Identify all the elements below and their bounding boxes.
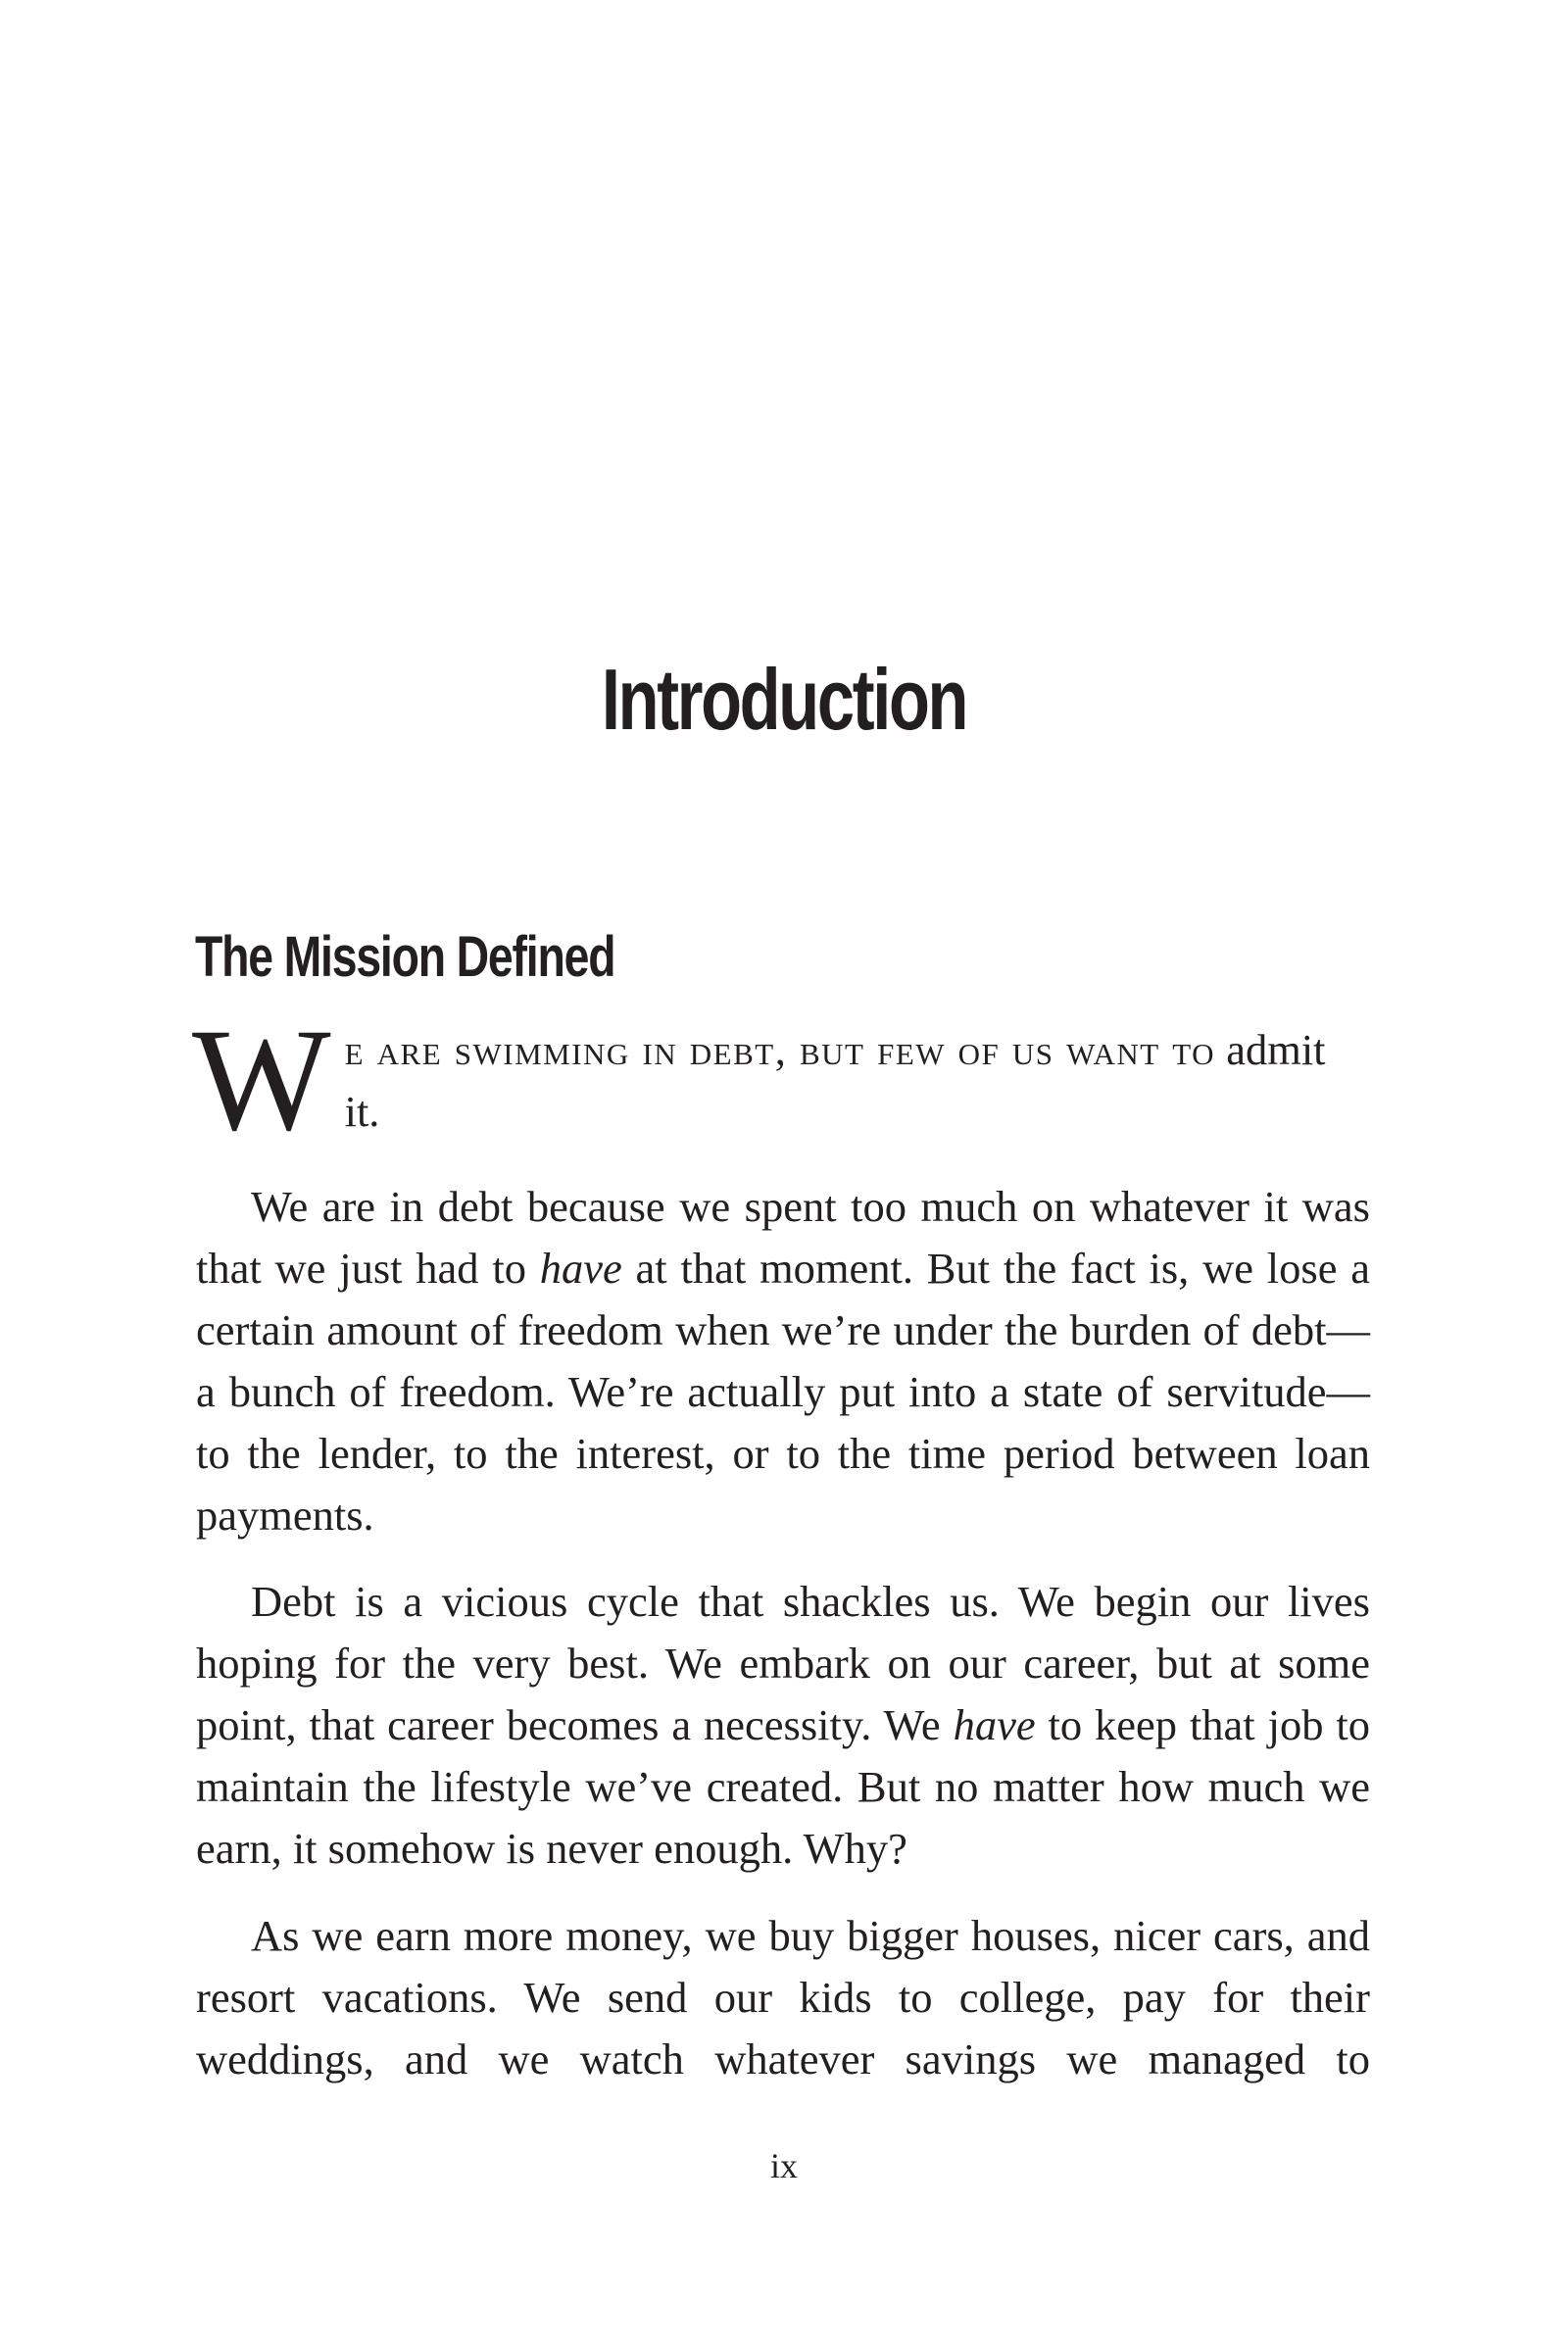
body-paragraph-1 [196,1176,1370,1546]
paragraph-1-text-b: at that moment. But the fact is, we lose a certain amount of freedom when we’re under the burden of debt—a bunch of freedom. We’re actually put into a state of servitude—to the lender, to the interest, or to the time period between loan payments. [196,1244,1370,1540]
body-paragraph-2 [196,1571,1370,1880]
page-number: ix [769,2146,798,2185]
chapter-title: Introduction [601,651,967,748]
paragraph-1-italic: have [539,1244,622,1293]
opening-small-caps: e are swimming in debt, but few of us want to [344,1025,1216,1074]
opening-paragraph [192,999,1370,1161]
paragraph-2-italic: have [953,1700,1036,1749]
drop-cap: W [192,999,331,1161]
paragraph-2-text-b: to keep that job to maintain the lifestyle we’ve created. But no matter how much we earn, it somehow is never enough. Why? [196,1700,1370,1873]
opening-rest: admit it. [344,1025,1326,1136]
section-heading: The Mission Defined [195,925,615,989]
body-paragraph-3: As we earn more money, we buy bigger houses, nicer cars, and resort vacations. We send our kids to college, pay for their weddings, and we watch whatever savings we managed to [196,1911,1370,2083]
paragraph-2-text-a: Debt is a vicious cycle that shackles us. We begin our lives hoping for the very best. We embark on our career, but at some point, that career becomes a necessity. We [196,1577,1370,1749]
paragraph-1-text-a: We are in debt because we spent too much on whatever it was that we just had to [196,1182,1370,1293]
